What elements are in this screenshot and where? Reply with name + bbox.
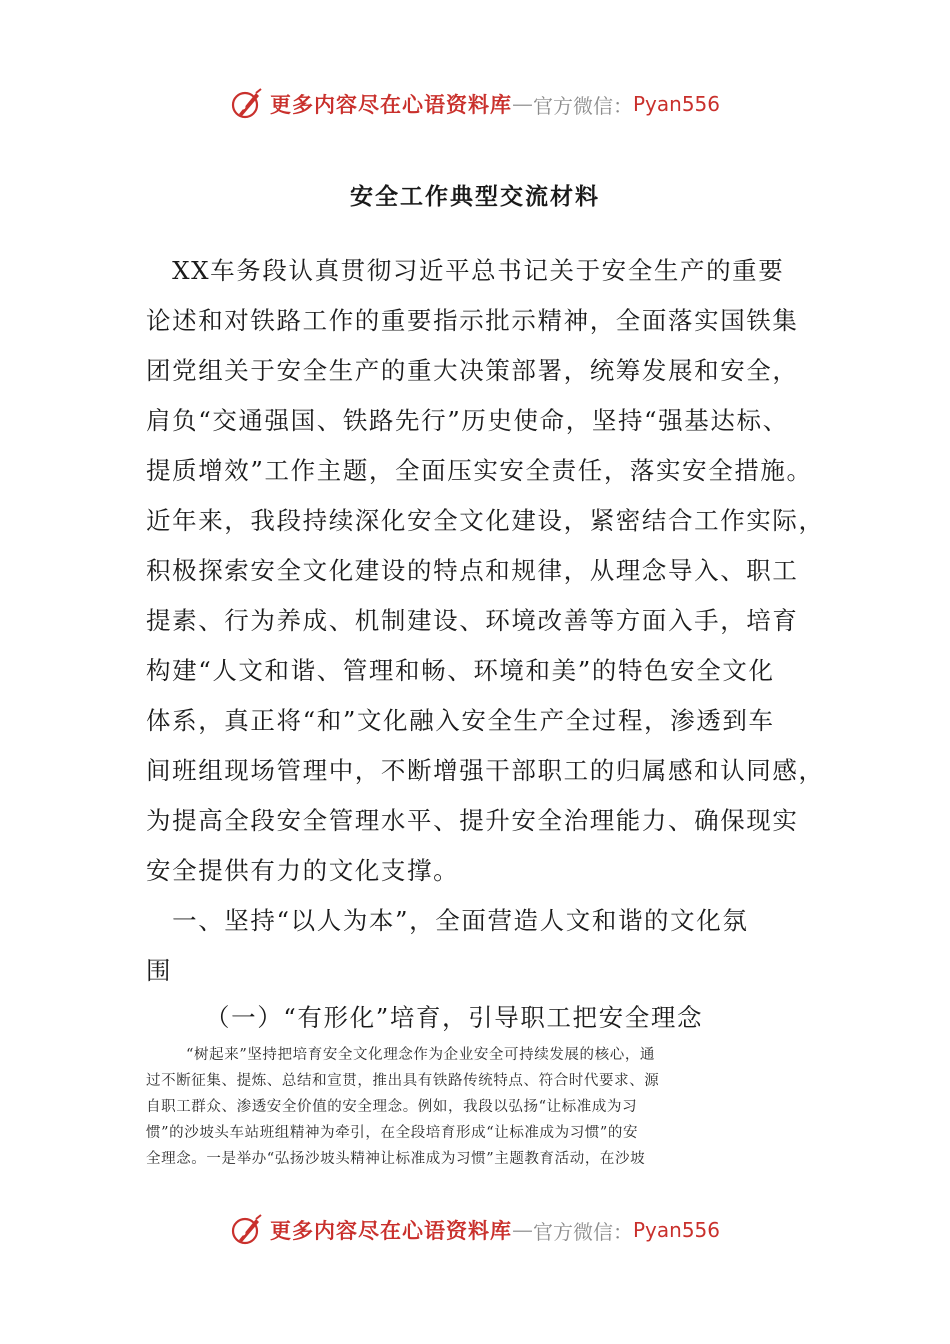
- banner-dash: —: [511, 1218, 533, 1242]
- quill-logo-icon: [230, 87, 264, 121]
- small-body-line: 全理念。一是举办“弘扬沙坡头精神让标准成为习惯”主题教育活动，在沙坡: [146, 1151, 646, 1167]
- body-line: 体系，真正将“和”文化融入安全生产全过程，渗透到车: [146, 706, 775, 735]
- body-line: 提质增效”工作主题，全面压实安全责任，落实安全措施。: [146, 456, 813, 485]
- small-body-line: 自职工群众、渗透安全价值的安全理念。例如，我段以弘扬“让标准成为习: [146, 1099, 638, 1115]
- section-heading: 一、坚持“以人为本”，全面营造人文和谐的文化氛: [146, 906, 749, 935]
- banner-wechat-label: 官方微信：: [532, 1219, 633, 1244]
- section-heading-continued: 围: [146, 956, 173, 985]
- body-line: 为提高全段安全管理水平、提升安全治理能力、确保现实: [146, 806, 799, 835]
- banner-wechat-label: 官方微信：: [532, 93, 633, 118]
- body-line: XX车务段认真贯彻习近平总书记关于安全生产的重要: [146, 256, 785, 285]
- footer-banner: [0, 1210, 950, 1250]
- banner-brand-text: 更多内容尽在心语资料库: [269, 92, 512, 117]
- body-line: 提素、行为养成、机制建设、环境改善等方面入手，培育: [146, 606, 799, 635]
- header-banner: [0, 84, 950, 124]
- body-line: 间班组现场管理中，不断增强干部职工的归属感和认同感，: [146, 756, 825, 785]
- body-line: 肩负“交通强国、铁路先行”历史使命，坚持“强基达标、: [146, 406, 789, 435]
- banner-wechat-id: Pyan556: [632, 92, 720, 116]
- banner-dash: —: [511, 92, 533, 116]
- subsection-heading: （一）“有形化”培育，引导职工把安全理念: [205, 1003, 704, 1032]
- body-line: 团党组关于安全生产的重大决策部署，统筹发展和安全，: [146, 356, 799, 385]
- banner-wechat-id: Pyan556: [632, 1218, 720, 1242]
- small-body-line: “树起来”坚持把培育安全文化理念作为企业安全可持续发展的核心，通: [186, 1047, 656, 1063]
- body-line: 论述和对铁路工作的重要指示批示精神，全面落实国铁集: [146, 306, 799, 335]
- document-title: 安全工作典型交流材料: [350, 183, 600, 210]
- banner-brand-text: 更多内容尽在心语资料库: [269, 1218, 512, 1243]
- body-line: 积极探索安全文化建设的特点和规律，从理念导入、职工: [146, 556, 799, 585]
- body-line: 近年来，我段持续深化安全文化建设，紧密结合工作实际，: [146, 506, 825, 535]
- small-body-line: 惯”的沙坡头车站班组精神为牵引，在全段培育形成“让标准成为习惯”的安: [146, 1125, 639, 1141]
- quill-logo-icon: [230, 1213, 264, 1247]
- body-line: 构建“人文和谐、管理和畅、环境和美”的特色安全文化: [146, 656, 775, 685]
- body-line: 安全提供有力的文化支撑。: [146, 856, 460, 885]
- small-body-line: 过不断征集、提炼、总结和宣贯，推出具有铁路传统特点、符合时代要求、源: [146, 1073, 660, 1089]
